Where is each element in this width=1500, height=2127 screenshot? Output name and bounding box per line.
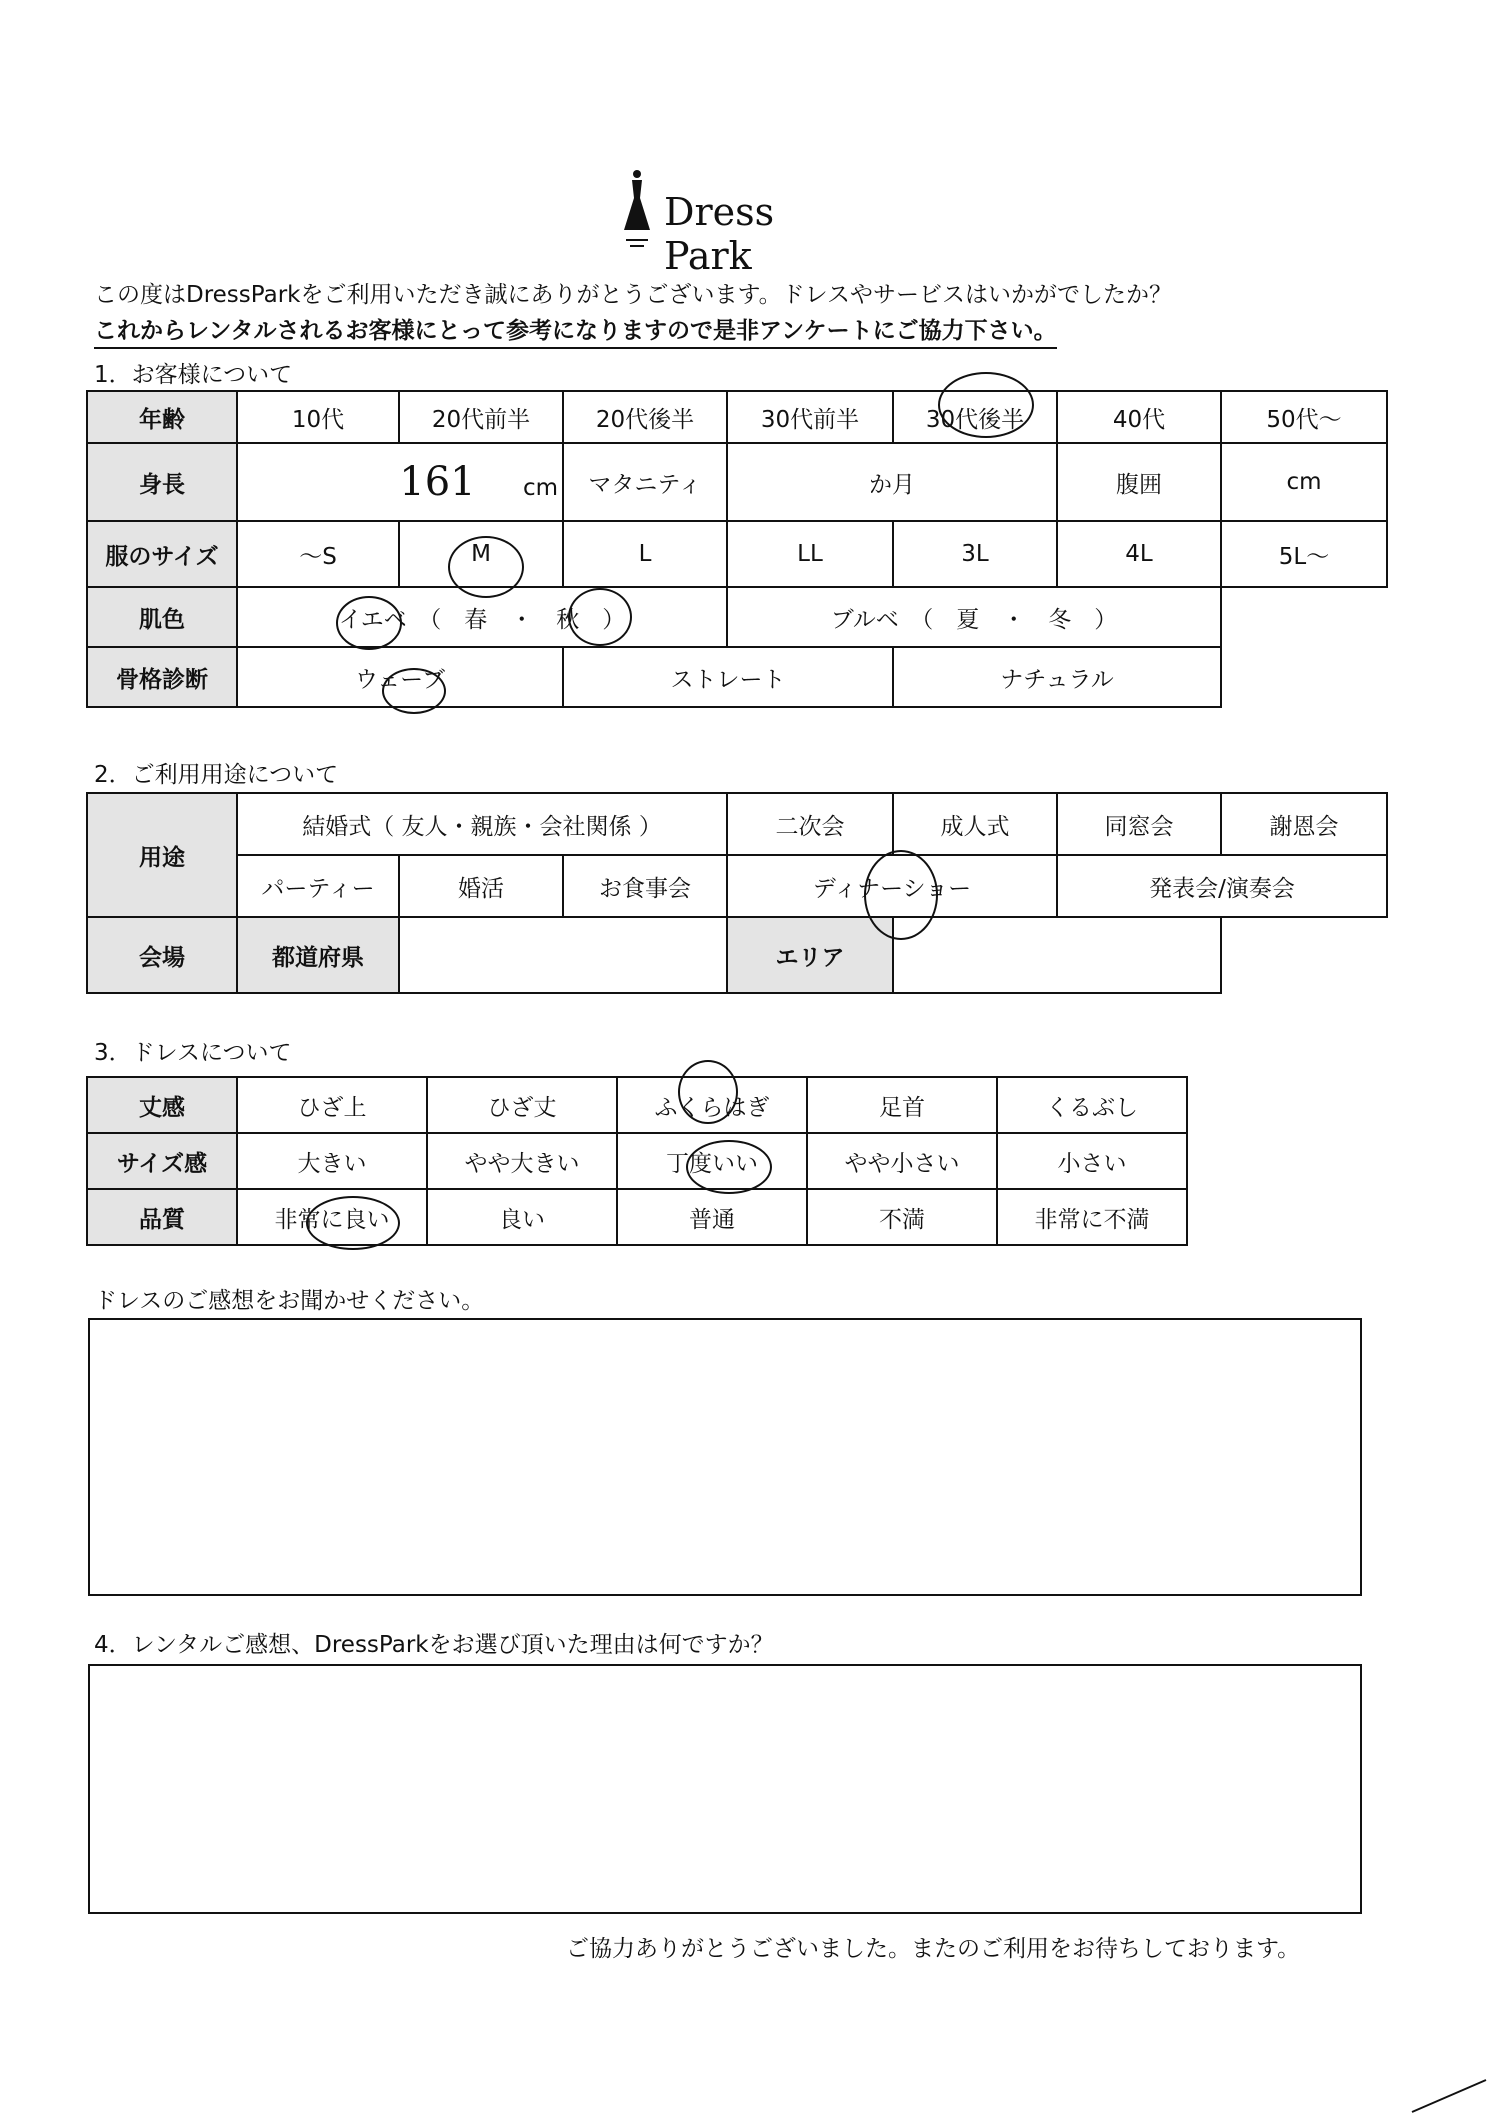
frame-label: 骨格診断 [87,647,237,707]
purpose-option[interactable]: 結婚式（ 友人・親族・会社関係 ） [237,793,727,855]
area-label: エリア [727,917,893,993]
purpose-label: 用途 [87,793,237,917]
selection-circle [448,536,524,598]
skin-yellow-option[interactable]: イエベ （ 春 ・ 秋 ） [237,587,727,647]
purpose-option[interactable]: 成人式 [893,793,1057,855]
age-option[interactable]: 20代後半 [563,391,727,443]
scan-mark [1410,2076,1490,2116]
section-3-title: 3．ドレスについて [94,1040,292,1066]
quality-option[interactable]: 良い [427,1189,617,1245]
quality-option[interactable]: 非常に不満 [997,1189,1187,1245]
purpose-option[interactable]: 婚活 [399,855,563,917]
height-label: 身長 [87,443,237,521]
intro-request: これからレンタルされるお客様にとって参考になりますので是非アンケートにご協力下さい。 [94,312,1057,349]
selection-circle [686,1140,772,1194]
height-row [87,443,1387,521]
purpose-option[interactable]: 二次会 [727,793,893,855]
age-option[interactable]: 10代 [237,391,399,443]
age-option[interactable]: 30代前半 [727,391,893,443]
waist-label: 腹囲 [1057,443,1221,521]
purpose-option[interactable]: 同窓会 [1057,793,1221,855]
purpose-option[interactable]: 発表会/演奏会 [1057,855,1387,917]
length-option[interactable]: ひざ丈 [427,1077,617,1133]
length-option[interactable]: ひざ上 [237,1077,427,1133]
area-input[interactable] [893,917,1221,993]
size-option[interactable]: 5L～ [1221,521,1387,587]
quality-option[interactable]: 普通 [617,1189,807,1245]
fit-option[interactable]: 丁度いい [617,1133,807,1189]
section-1-title: 1．お客様について [94,362,293,388]
frame-option[interactable]: ナチュラル [893,647,1221,707]
maternity-months[interactable]: か月 [727,443,1057,521]
fit-option[interactable]: 小さい [997,1133,1187,1189]
skin-row [87,587,1387,647]
selection-circle [938,372,1034,438]
selection-circle [568,588,632,646]
length-option[interactable]: 足首 [807,1077,997,1133]
frame-row [87,647,1387,707]
selection-circle [336,596,402,650]
size-option[interactable]: 3L [893,521,1057,587]
fit-option[interactable]: やや小さい [807,1133,997,1189]
thanks-message: ご協力ありがとうございました。またのご利用をお待ちしております。 [566,1936,1301,1962]
purpose-table [86,792,1388,994]
height-unit: cm [522,475,558,501]
height-field[interactable] [237,443,563,521]
size-option[interactable]: L [563,521,727,587]
size-row [87,521,1387,587]
logo-text: Dress Park [664,190,775,278]
dress-icon [620,168,654,254]
height-value: 161 [399,459,476,505]
venue-label: 会場 [87,917,237,993]
quality-option[interactable]: 非常に良い [237,1189,427,1245]
frame-option[interactable]: ウェーブ [237,647,563,707]
age-option[interactable]: 20代前半 [399,391,563,443]
intro-text: この度はDressParkをご利用いただき誠にありがとうございます。ドレスやサービスはいかがでしたか？ [94,282,1172,308]
dress-table [86,1076,1188,1246]
purpose-option[interactable]: お食事会 [563,855,727,917]
purpose-option[interactable]: ディナーショー [727,855,1057,917]
purpose-option[interactable]: 謝恩会 [1221,793,1387,855]
selection-circle [678,1060,738,1124]
waist-unit[interactable]: cm [1221,443,1387,521]
length-label: 丈感 [87,1077,237,1133]
purpose-option[interactable]: パーティー [237,855,399,917]
fit-option[interactable]: 大きい [237,1133,427,1189]
fit-label: サイズ感 [87,1133,237,1189]
size-label: 服のサイズ [87,521,237,587]
frame-option[interactable]: ストレート [563,647,893,707]
quality-option[interactable]: 不満 [807,1189,997,1245]
age-option[interactable]: 50代～ [1221,391,1387,443]
skin-blue-option[interactable]: ブルベ （ 夏 ・ 冬 ） [727,587,1221,647]
age-row [87,391,1387,443]
section-2-title: 2．ご利用用途について [94,762,339,788]
dresspark-logo [612,168,852,278]
fit-option[interactable]: やや大きい [427,1133,617,1189]
selection-circle [382,668,446,714]
size-option[interactable]: LL [727,521,893,587]
quality-label: 品質 [87,1189,237,1245]
age-option[interactable]: 40代 [1057,391,1221,443]
length-option[interactable]: くるぶし [997,1077,1187,1133]
age-label: 年齢 [87,391,237,443]
customer-table [86,390,1388,708]
section-4-title: 4．レンタルご感想、DressParkをお選び頂いた理由は何ですか？ [94,1632,774,1658]
selection-circle [306,1196,400,1250]
reason-textarea[interactable] [88,1664,1362,1914]
maternity-label: マタニティ [563,443,727,521]
size-option[interactable]: M [399,521,563,587]
prefecture-label: 都道府県 [237,917,399,993]
prefecture-input[interactable] [399,917,727,993]
impression-prompt: ドレスのご感想をお聞かせください。 [94,1288,485,1314]
age-option[interactable]: 30代後半 [893,391,1057,443]
skin-label: 肌色 [87,587,237,647]
size-option[interactable]: ～S [237,521,399,587]
selection-circle [864,850,938,940]
size-option[interactable]: 4L [1057,521,1221,587]
impression-textarea[interactable] [88,1318,1362,1596]
length-option[interactable]: ふくらはぎ [617,1077,807,1133]
